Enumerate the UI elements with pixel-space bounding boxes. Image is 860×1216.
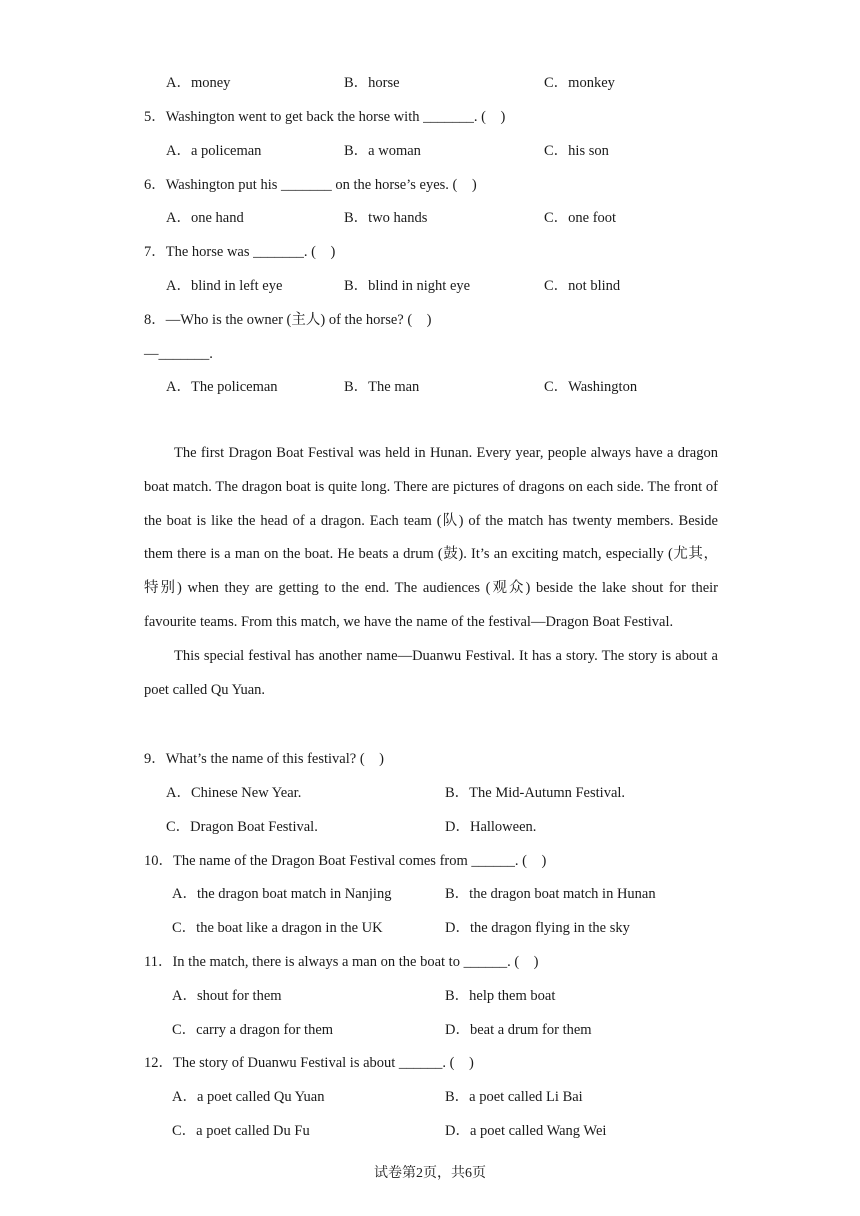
q11-option-a[interactable]: A．shout for them [172, 988, 282, 1004]
q9-option-d[interactable]: D．Halloween. [445, 819, 537, 835]
q6-option-c[interactable]: C．one foot [544, 210, 617, 226]
q5-option-a[interactable]: A．a policeman [166, 143, 262, 159]
q10-option-d[interactable]: D．the dragon flying in the sky [445, 920, 630, 936]
q12-option-c[interactable]: C．a poet called Du Fu [172, 1123, 310, 1139]
q8-answer-line: —_______. [144, 346, 213, 362]
q12-option-d[interactable]: D．a poet called Wang Wei [445, 1123, 607, 1139]
q7-option-a[interactable]: A．blind in left eye [166, 278, 283, 294]
q11-option-b[interactable]: B．help them boat [445, 988, 556, 1004]
q6-stem: 6．Washington put his _______ on the horse’s eyes. ( ) [144, 177, 477, 193]
passage-paragraph-1: The first Dragon Boat Festival was held in Hunan. Every year, people always have a dragon boat match. The dragon boat is quite long. There are pictures of dragons on each side. The front of the boat is like the head of a dragon. Each team (队) of the match has twenty members. Beside them there is a man on the boat. He beats a drum (鼓). It’s an exciting match, especially (尤其，特别) when they are getting to the end. The audiences (观众) beside the lake shout for their favourite teams. From this match, we have the name of the festival—Dragon Boat Festival. [144, 445, 718, 630]
q9-option-c[interactable]: C．Dragon Boat Festival. [166, 819, 318, 835]
q6-option-b[interactable]: B．two hands [344, 210, 428, 226]
q7-option-b[interactable]: B．blind in night eye [344, 278, 471, 294]
q5-option-c[interactable]: C．his son [544, 143, 609, 159]
q8-option-b[interactable]: B．The man [344, 379, 420, 395]
q4-option-b[interactable]: B．horse [344, 75, 400, 91]
q10-stem: 10．The name of the Dragon Boat Festival comes from ______. ( ) [144, 853, 547, 869]
q12-option-b[interactable]: B．a poet called Li Bai [445, 1089, 583, 1105]
passage-paragraph-2: This special festival has another name—Duanwu Festival. It has a story. The story is about a poet called Qu Yuan. [144, 647, 718, 698]
q8-stem: 8．—Who is the owner (主人) of the horse? ( ) [144, 312, 432, 328]
q12-stem: 12．The story of Duanwu Festival is about ______. ( ) [144, 1055, 474, 1071]
q4-option-a[interactable]: A．money [166, 75, 231, 91]
q12-option-a[interactable]: A．a poet called Qu Yuan [172, 1089, 325, 1105]
q9-option-b[interactable]: B．The Mid-Autumn Festival. [445, 785, 626, 801]
q9-option-a[interactable]: A．Chinese New Year. [166, 785, 302, 801]
page-footer: 试卷第2页，共6页 [374, 1166, 486, 1181]
q11-option-d[interactable]: D．beat a drum for them [445, 1022, 592, 1038]
q11-stem: 11．In the match, there is always a man on the boat to ______. ( ) [144, 954, 539, 970]
q8-option-a[interactable]: A．The policeman [166, 379, 278, 395]
q7-option-c[interactable]: C．not blind [544, 278, 621, 294]
q5-stem: 5．Washington went to get back the horse with _______. ( ) [144, 109, 506, 125]
q10-option-a[interactable]: A．the dragon boat match in Nanjing [172, 886, 392, 902]
q11-option-c[interactable]: C．carry a dragon for them [172, 1022, 334, 1038]
q10-option-c[interactable]: C．the boat like a dragon in the UK [172, 920, 383, 936]
q4-option-c[interactable]: C．monkey [544, 75, 615, 91]
q6-option-a[interactable]: A．one hand [166, 210, 244, 226]
q10-option-b[interactable]: B．the dragon boat match in Hunan [445, 886, 656, 902]
reading-passage [144, 437, 718, 707]
q8-option-c[interactable]: C．Washington [544, 379, 638, 395]
q5-option-b[interactable]: B．a woman [344, 143, 421, 159]
q9-stem: 9．What’s the name of this festival? ( ) [144, 751, 384, 767]
q7-stem: 7．The horse was _______. ( ) [144, 244, 336, 260]
